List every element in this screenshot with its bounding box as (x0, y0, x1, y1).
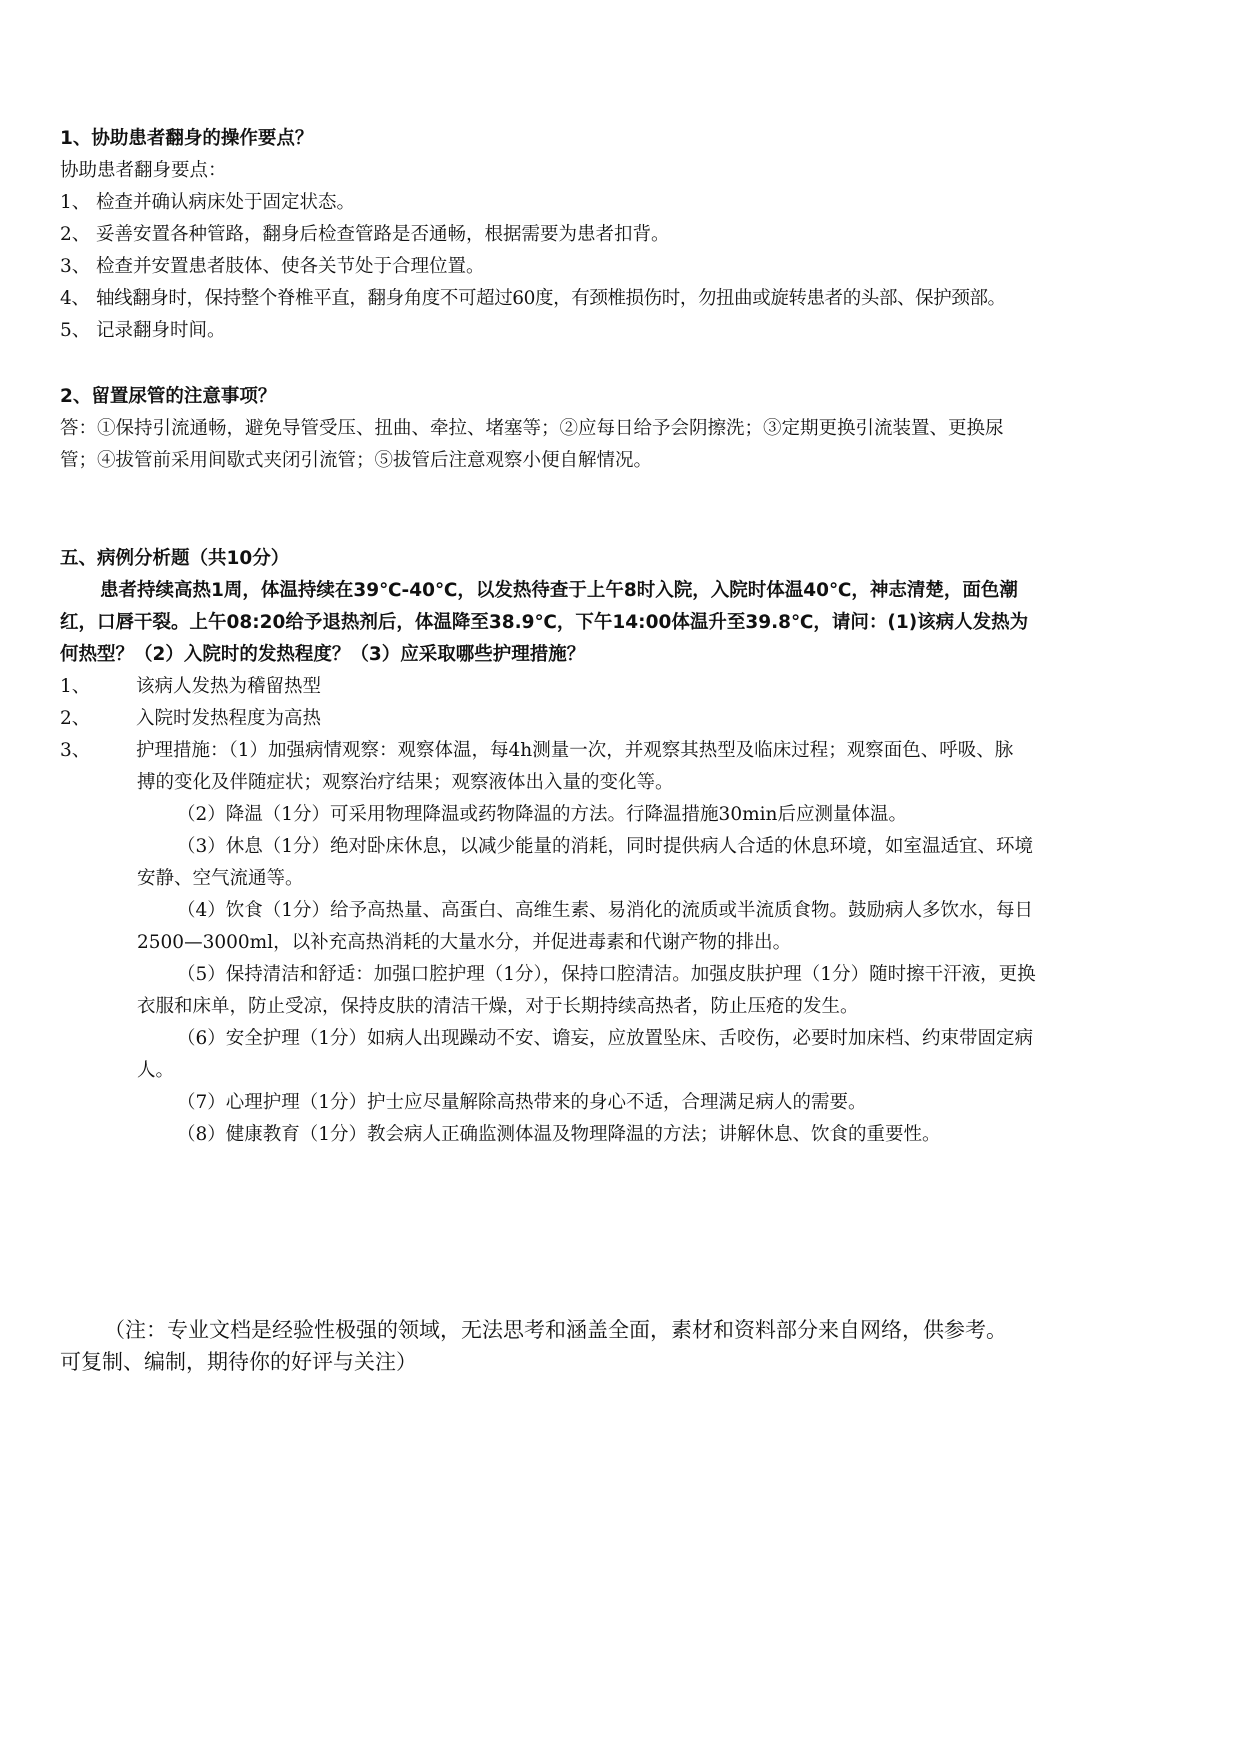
item-text: 记录翻身时间。 (96, 320, 226, 341)
q1-item (60, 318, 1190, 344)
item-number: 1、 (60, 192, 91, 213)
q1-item (60, 190, 1190, 216)
disclaimer-note: （注：专业文档是经验性极强的领域，无法思考和涵盖全面，素材和资料部分来自网络，供参考。 (104, 1318, 1007, 1342)
q5-case-line: 红，口唇干裂。上午08:20给予退热剂后，体温降至38.9℃，下午14:00体温升至39.8℃，请问：(1)该病人发热为 (60, 612, 1029, 633)
item-text: 检查并确认病床处于固定状态。 (96, 192, 356, 213)
item-number: 5、 (60, 320, 91, 341)
item-text: 该病人发热为稽留热型 (136, 676, 322, 697)
measure-line: （6）安全护理（1分）如病人出现躁动不安、谵妄，应放置坠床、舌咬伤，必要时加床档、约束带固定病 (177, 1028, 1034, 1049)
measure-line: 衣服和床单，防止受凉，保持皮肤的清洁干燥，对于长期持续高热者，防止压疮的发生。 (137, 996, 859, 1017)
measure-line: （7）心理护理（1分）护士应尽量解除高热带来的身心不适，合理满足病人的需要。 (177, 1092, 867, 1113)
q1-item (60, 286, 1190, 312)
q2-answer-line: 答：①保持引流通畅，避免导管受压、扭曲、牵拉、堵塞等；②应每日给予会阴擦洗；③定期更换引流装置、更换尿 (60, 418, 1004, 439)
q1-item (60, 222, 1190, 248)
measure-line: （5）保持清洁和舒适：加强口腔护理（1分），保持口腔清洁。加强皮肤护理（1分）随时擦干汗液，更换 (177, 964, 1036, 985)
q5-answer-item (60, 674, 1190, 700)
measure-line: （4）饮食（1分）给予高热量、高蛋白、高维生素、易消化的流质或半流质食物。鼓励病人多饮水，每日 (177, 900, 1034, 921)
measure-line: 2500—3000ml，以补充高热消耗的大量水分，并促进毒素和代谢产物的排出。 (137, 932, 792, 953)
q5-answer-item (60, 738, 1190, 764)
item-number: 2、 (60, 708, 91, 729)
q1-item (60, 254, 1190, 280)
item-number: 3、 (60, 256, 91, 277)
q2-heading: 2、留置尿管的注意事项？ (60, 386, 277, 407)
q2-answer-line: 管；④拔管前采用间歇式夹闭引流管；⑤拔管后注意观察小便自解情况。 (60, 450, 653, 471)
q1-intro: 协助患者翻身要点： (60, 160, 227, 181)
measure-line: （2）降温（1分）可采用物理降温或药物降温的方法。行降温措施30min后应测量体温。 (177, 804, 907, 825)
q5-case-line: 何热型？（2）入院时的发热程度？（3）应采取哪些护理措施？ (60, 644, 586, 665)
q1-heading: 1、协助患者翻身的操作要点？ (60, 128, 314, 149)
item-number: 1、 (60, 676, 91, 697)
q5-case-line: 患者持续高热1周，体温持续在39℃-40℃，以发热待查于上午8时入院，入院时体温40℃，神志清楚，面色潮 (100, 580, 1018, 601)
item-text: 检查并安置患者肢体、使各关节处于合理位置。 (96, 256, 485, 277)
measure-line: 搏的变化及伴随症状；观察治疗结果；观察液体出入量的变化等。 (137, 772, 674, 793)
q5-heading: 五、病例分析题（共10分） (60, 548, 290, 569)
item-text: 护理措施：（1）加强病情观察：观察体温，每4h测量一次，并观察其热型及临床过程；观察面色、呼吸、脉 (136, 740, 1014, 761)
item-text: 妥善安置各种管路，翻身后检查管路是否通畅，根据需要为患者扣背。 (96, 224, 670, 245)
item-number: 4、 (60, 288, 90, 309)
measure-line: （8）健康教育（1分）教会病人正确监测体温及物理降温的方法；讲解休息、饮食的重要性。 (177, 1124, 941, 1145)
measure-line: （3）休息（1分）绝对卧床休息，以减少能量的消耗，同时提供病人合适的休息环境，如室温适宜、环境 (177, 836, 1034, 857)
item-text: 轴线翻身时，保持整个脊椎平直，翻身角度不可超过60度，有颈椎损伤时，勿扭曲或旋转患者的头部、保护颈部。 (96, 288, 1006, 309)
measure-line: 安静、空气流通等。 (137, 868, 304, 889)
q5-answer-item (60, 706, 1190, 732)
item-number: 2、 (60, 224, 91, 245)
item-number: 3、 (60, 740, 91, 761)
disclaimer-note: 可复制、编制，期待你的好评与关注） (60, 1350, 417, 1374)
item-text: 入院时发热程度为高热 (136, 708, 322, 729)
measure-line: 人。 (137, 1060, 175, 1081)
